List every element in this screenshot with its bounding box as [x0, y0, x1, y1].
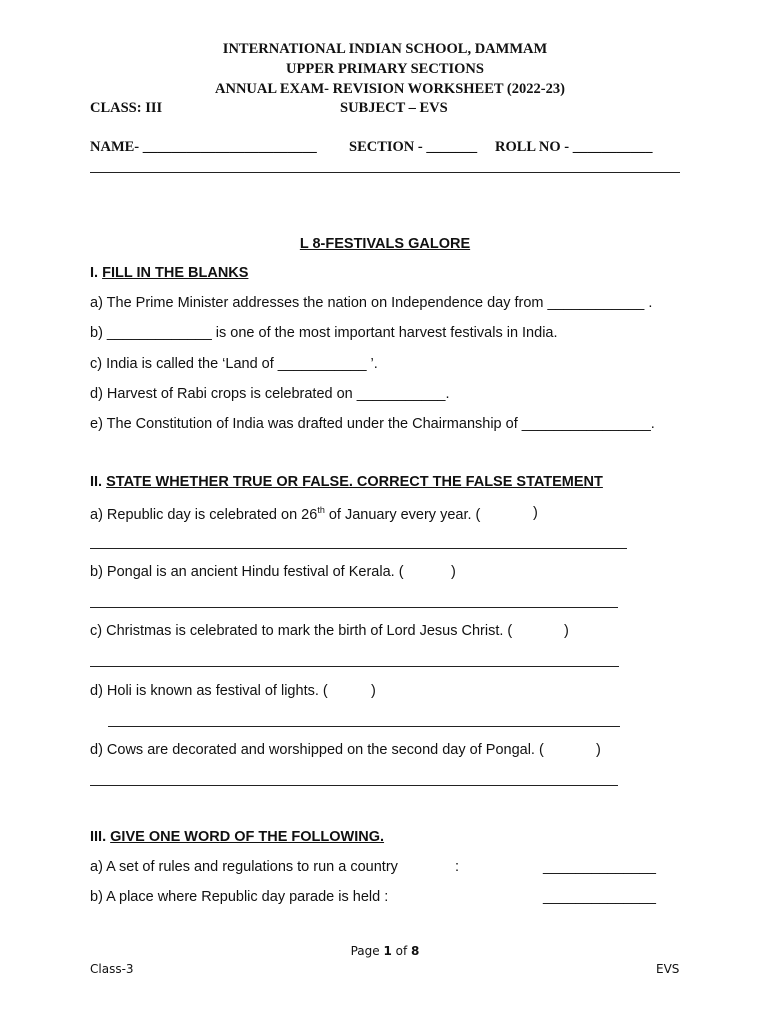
true-false-c: c) Christmas is celebrated to mark the birth of Lord Jesus Christ. ( — [90, 623, 513, 639]
answer-line-e — [90, 785, 618, 786]
section-3-heading: III. GIVE ONE WORD OF THE FOLLOWING. — [90, 829, 385, 845]
school-name: INTERNATIONAL INDIAN SCHOOL, DAMMAM — [222, 41, 548, 57]
fill-blank-c: c) India is called the ‘Land of ___________ ’. — [90, 356, 378, 372]
fill-blank-b: b) _____________ is one of the most important harvest festivals in India. — [90, 325, 558, 341]
answer-line-d — [108, 726, 620, 727]
sections-title: UPPER PRIMARY SECTIONS — [286, 61, 484, 77]
true-false-b: b) Pongal is an ancient Hindu festival of Kerala. ( — [90, 564, 404, 580]
true-false-e: d) Cows are decorated and worshipped on the second day of Pongal. ( — [90, 742, 544, 758]
footer-class: Class-3 — [90, 962, 134, 976]
section-field: SECTION - _______ — [349, 139, 478, 155]
class-label: CLASS: III — [90, 100, 163, 116]
one-word-a-blank: ______________ — [543, 859, 656, 875]
exam-title: ANNUAL EXAM- REVISION WORKSHEET (2022-23) — [215, 81, 565, 97]
true-false-a: a) Republic day is celebrated on 26th of January every year. ( — [90, 505, 481, 523]
true-false-b-close: ) — [451, 564, 456, 580]
answer-line-b — [90, 607, 618, 608]
one-word-a: a) A set of rules and regulations to run a country — [90, 859, 398, 875]
roll-no-field: ROLL NO - ___________ — [495, 139, 653, 155]
true-false-d: d) Holi is known as festival of lights. ( — [90, 683, 328, 699]
subject-label: SUBJECT – EVS — [340, 100, 448, 116]
section-2-heading: II. STATE WHETHER TRUE OR FALSE. CORRECT THE FALSE STATEMENT — [90, 474, 603, 490]
fill-blank-d: d) Harvest of Rabi crops is celebrated on ___________. — [90, 386, 450, 402]
answer-line-c — [90, 666, 619, 667]
lesson-title: L 8-FESTIVALS GALORE — [299, 236, 471, 252]
true-false-c-close: ) — [564, 623, 569, 639]
section-1-heading: I. FILL IN THE BLANKS — [90, 265, 249, 281]
fill-blank-e: e) The Constitution of India was drafted under the Chairmanship of ________________. — [90, 416, 655, 432]
answer-line-a — [90, 548, 627, 549]
header-divider — [90, 172, 680, 173]
footer-subject: EVS — [656, 962, 680, 976]
true-false-e-close: ) — [596, 742, 601, 758]
true-false-d-close: ) — [371, 683, 376, 699]
one-word-b: b) A place where Republic day parade is held : — [90, 889, 389, 905]
fill-blank-a: a) The Prime Minister addresses the nation on Independence day from ____________ . — [90, 295, 653, 311]
one-word-b-blank: ______________ — [543, 889, 656, 905]
page-number: Page 1 of 8 — [350, 944, 420, 958]
one-word-a-colon: : — [455, 859, 460, 875]
name-field: NAME- ________________________ — [90, 139, 317, 155]
true-false-a-close: ) — [533, 505, 538, 521]
